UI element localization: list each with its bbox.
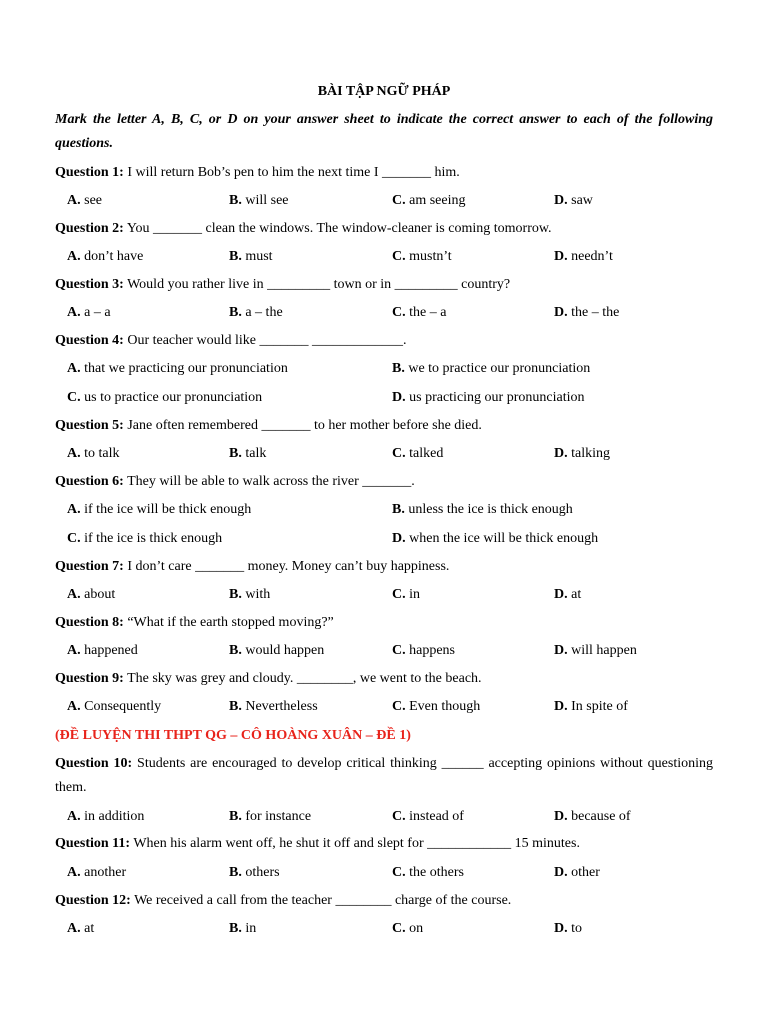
option-letter: A. [67,921,81,936]
option-text: instead of [405,809,464,824]
option-text: am seeing [405,193,466,208]
option-letter: B. [229,865,242,880]
option-letter: D. [554,446,568,461]
question-label: Question 12: [55,893,131,908]
option-b [229,639,324,663]
option-text: would happen [241,643,325,658]
option-d [554,695,628,719]
option-a [67,498,251,522]
option-letter: A. [67,305,81,320]
question-label: Question 7: [55,559,124,574]
option-b [229,301,283,325]
question-text: We received a call from the teacher ________ charge of the course. [130,893,512,908]
option-letter: B. [392,361,405,376]
question-3 [55,273,713,297]
option-c [392,189,466,213]
option-letter: A. [67,502,81,517]
option-text: if the ice will be thick enough [80,502,252,517]
option-a [67,245,143,269]
option-letter: C. [392,699,406,714]
option-text: in [405,587,421,602]
option-d [554,639,637,663]
option-letter: A. [67,587,81,602]
option-letter: D. [392,390,406,405]
question-8 [55,611,713,635]
option-a [67,805,144,829]
option-c [392,583,420,607]
option-text: when the ice will be thick enough [405,531,599,546]
option-text: happens [405,643,456,658]
option-text: will see [241,193,289,208]
option-text: the others [405,865,464,880]
option-text: the – the [567,305,620,320]
option-letter: D. [554,587,568,602]
page-title: BÀI TẬP NGỮ PHÁP [317,84,451,99]
option-letter: B. [229,643,242,658]
option-text: in addition [80,809,145,824]
question-4 [55,329,713,353]
question-text: You _______ clean the windows. The window-cleaner is coming tomorrow. [123,221,552,236]
question-1 [55,161,713,185]
option-text: must [241,249,273,264]
option-text: others [241,865,280,880]
option-letter: B. [229,305,242,320]
question-9 [55,667,713,691]
option-letter: C. [392,921,406,936]
option-letter: B. [229,446,242,461]
option-d [554,861,600,885]
question-label: Question 10: [55,756,133,771]
option-d [554,189,593,213]
option-c [392,917,423,941]
option-letter: B. [392,502,405,517]
option-a [67,357,288,381]
option-letter: C. [392,865,406,880]
question-text: Students are encouraged to develop critical thinking ______ accepting opinions without questioning them. [55,756,714,795]
option-text: on [405,921,424,936]
option-text: saw [567,193,593,208]
question-10 [55,752,713,800]
option-b [229,189,289,213]
option-letter: C. [392,193,406,208]
option-letter: B. [229,699,242,714]
option-a [67,301,111,325]
option-text: in [241,921,257,936]
option-text: will happen [567,643,637,658]
option-text: because of [567,809,631,824]
option-c [392,245,452,269]
question-text: “What if the earth stopped moving?” [123,615,334,630]
question-12 [55,889,713,913]
option-letter: A. [67,193,81,208]
option-c [392,805,464,829]
question-label: Question 3: [55,277,124,292]
question-text: Our teacher would like _______ _____________. [123,333,407,348]
question-label: Question 8: [55,615,124,630]
option-letter: D. [554,193,568,208]
option-d [554,301,619,325]
option-a [67,861,126,885]
question-text: I will return Bob’s pen to him the next time I _______ him. [123,165,460,180]
option-letter: A. [67,249,81,264]
option-letter: C. [392,809,406,824]
option-text: for instance [241,809,312,824]
option-b [229,245,273,269]
option-text: another [80,865,127,880]
question-7 [55,555,713,579]
option-d [554,442,610,466]
option-d [554,917,582,941]
question-11 [55,832,713,856]
option-text: a – the [241,305,283,320]
option-letter: C. [392,249,406,264]
option-text: talking [567,446,611,461]
question-label: Question 1: [55,165,124,180]
option-letter: C. [392,587,406,602]
option-a [67,695,161,719]
option-b [229,861,280,885]
option-text: Nevertheless [241,699,318,714]
option-c [67,527,222,551]
option-text: a – a [80,305,111,320]
option-b [229,805,311,829]
question-text: When his alarm went off, he shut it off and slept for ____________ 15 minutes. [130,836,580,851]
option-d [392,386,584,410]
option-text: don’t have [80,249,144,264]
section-heading: (ĐỀ LUYỆN THI THPT QG – CÔ HOÀNG XUÂN – ĐỀ 1) [55,728,411,743]
option-b [229,917,256,941]
option-b [392,357,590,381]
option-text: us practicing our pronunciation [405,390,585,405]
option-d [392,527,598,551]
option-d [554,245,613,269]
question-2 [55,217,713,241]
option-d [554,805,631,829]
option-b [392,498,573,522]
option-letter: A. [67,446,81,461]
option-a [67,583,115,607]
option-text: happened [80,643,138,658]
option-text: see [80,193,103,208]
option-text: needn’t [567,249,613,264]
question-label: Question 6: [55,474,124,489]
option-letter: D. [554,921,568,936]
option-letter: A. [67,809,81,824]
option-text: that we practicing our pronunciation [80,361,288,376]
option-text: In spite of [567,699,628,714]
option-text: if the ice is thick enough [80,531,223,546]
option-letter: D. [554,305,568,320]
option-d [554,583,581,607]
option-letter: C. [392,643,406,658]
option-text: at [567,587,582,602]
option-a [67,442,120,466]
question-label: Question 4: [55,333,124,348]
option-letter: C. [67,390,81,405]
option-c [392,639,455,663]
question-label: Question 5: [55,418,124,433]
option-text: to [567,921,583,936]
option-text: the – a [405,305,447,320]
question-text: The sky was grey and cloudy. ________, we went to the beach. [123,671,482,686]
question-text: They will be able to walk across the river _______. [123,474,415,489]
option-letter: C. [67,531,81,546]
option-text: unless the ice is thick enough [404,502,573,517]
option-a [67,189,102,213]
option-letter: B. [229,921,242,936]
option-letter: C. [392,446,406,461]
option-b [229,583,270,607]
option-c [392,861,464,885]
option-c [392,442,443,466]
option-letter: A. [67,643,81,658]
option-letter: B. [229,587,242,602]
question-text: I don’t care _______ money. Money can’t buy happiness. [123,559,450,574]
option-letter: A. [67,699,81,714]
option-c [392,301,446,325]
option-c [392,695,480,719]
option-text: we to practice our pronunciation [404,361,591,376]
option-c [67,386,262,410]
option-text: to talk [80,446,120,461]
option-letter: A. [67,361,81,376]
option-letter: B. [229,249,242,264]
option-text: talked [405,446,444,461]
option-text: talk [241,446,267,461]
option-text: Even though [405,699,481,714]
question-5 [55,414,713,438]
question-6 [55,470,713,494]
option-b [229,442,266,466]
option-letter: B. [229,809,242,824]
option-text: us to practice our pronunciation [80,390,263,405]
option-letter: D. [554,643,568,658]
question-text: Would you rather live in _________ town or in _________ country? [123,277,511,292]
question-label: Question 11: [55,836,131,851]
question-label: Question 9: [55,671,124,686]
option-letter: D. [392,531,406,546]
option-letter: A. [67,865,81,880]
option-letter: D. [554,249,568,264]
option-text: about [80,587,116,602]
option-text: with [241,587,271,602]
option-letter: D. [554,699,568,714]
instructions: Mark the letter A, B, C, or D on your answer sheet to indicate the correct answer to each of the following questions. [55,112,713,151]
option-b [229,695,318,719]
question-text: Jane often remembered _______ to her mother before she died. [123,418,482,433]
option-letter: C. [392,305,406,320]
option-text: mustn’t [405,249,452,264]
option-text: other [567,865,600,880]
option-text: Consequently [80,699,162,714]
question-label: Question 2: [55,221,124,236]
option-a [67,917,94,941]
option-a [67,639,138,663]
option-letter: D. [554,865,568,880]
option-text: at [80,921,95,936]
option-letter: B. [229,193,242,208]
option-letter: D. [554,809,568,824]
